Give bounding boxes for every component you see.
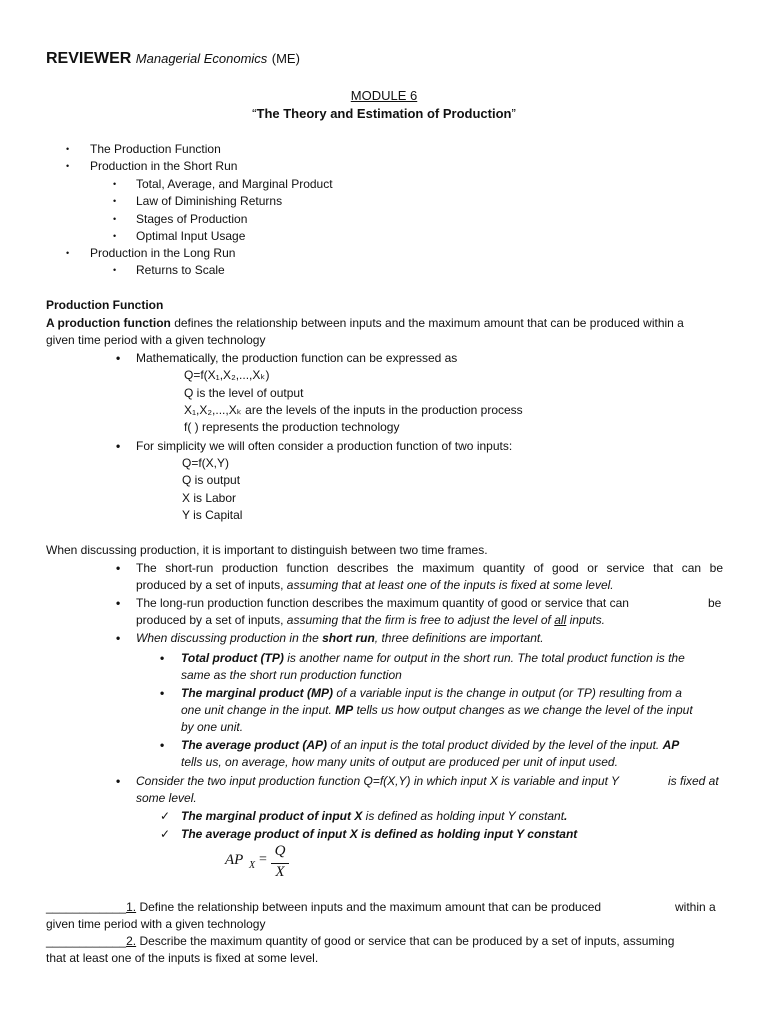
document-title: [46, 50, 300, 68]
text: is another name for output in the short run. The total product function is the: [283, 651, 685, 665]
text-underline: all: [554, 613, 567, 627]
bullet: •: [116, 561, 121, 575]
equation: Q=f(X,Y): [182, 456, 230, 470]
question-2-line1: [46, 933, 674, 950]
equation-note: X is Labor: [182, 491, 237, 505]
equation-note: Q is output: [182, 473, 241, 487]
text: produced by a set of inputs,: [136, 613, 287, 627]
question-number: 1.: [126, 900, 137, 914]
text-italic: assuming that the firm is free to adjust the level of: [286, 613, 555, 627]
equation-note: Y is Capital: [182, 508, 243, 522]
bullet: •: [116, 596, 121, 610]
formula-lhs: AP: [225, 852, 244, 868]
definitions-intro: [136, 630, 544, 647]
outline-item: Production in the Long Run: [90, 246, 236, 260]
two-input-intro: For simplicity we will often consider a production function of two inputs:: [136, 439, 513, 453]
math-intro: Mathematically, the production function can be expressed as: [136, 351, 458, 365]
text-bold: is defined as holding input Y constant: [357, 827, 578, 841]
long-run-line2: [136, 612, 605, 629]
text: tells us how output changes as we change the level of the input: [353, 703, 693, 717]
formula-numerator: Q: [274, 843, 286, 859]
text: of an input is the total product divided by the level of the input.: [327, 738, 663, 752]
short-run-line2: [136, 577, 614, 594]
equation-note: X₁,X₂,...,Xₖ are the levels of the inputs in the production process: [184, 403, 523, 417]
question-2-line2: that at least one of the inputs is fixed at some level.: [46, 951, 319, 965]
question-text: Describe the maximum quantity of good or service that can be produced by a set of inputs, assuming: [136, 934, 675, 948]
text: , three definitions are important.: [374, 631, 544, 645]
consider-line1: Consider the two input production function Q=f(X,Y) in which input X is variable and input Y: [136, 774, 620, 788]
bullet: •: [66, 144, 70, 154]
bullet: •: [116, 631, 121, 645]
check-icon: ✓: [160, 827, 171, 841]
text-bold: X: [354, 809, 363, 823]
module-name: [0, 105, 768, 122]
section-heading: Production Function: [46, 298, 164, 312]
bullet: •: [116, 439, 121, 453]
equation-note: f( ) represents the production technology: [184, 420, 400, 434]
bullet: •: [66, 248, 70, 258]
mp-line3: by one unit.: [181, 720, 244, 734]
bullet: •: [116, 774, 121, 788]
text-bold: short run: [322, 631, 375, 645]
formula-denominator: X: [275, 864, 285, 880]
long-run-line1: The long-run production function describes the maximum quantity of good or service that can: [136, 596, 629, 610]
bullet: •: [160, 738, 165, 752]
question-number: 2.: [126, 934, 137, 948]
reviewer-label: REVIEWER: [46, 50, 132, 67]
ap-formula: [225, 843, 295, 883]
question-1-line1-end: within a: [675, 900, 716, 914]
text-italic: assuming that at least one of the inputs is fixed at some level.: [286, 578, 614, 592]
text: of a variable input is the change in output (or TP) resulting from a: [333, 686, 682, 700]
subject-name: Managerial Economics: [135, 51, 268, 66]
bullet: •: [113, 179, 117, 189]
tp-line2: same as the short run production function: [181, 668, 402, 682]
bullet: •: [116, 351, 121, 365]
bullet: •: [66, 161, 70, 171]
tp-line1: [181, 650, 685, 667]
outline-subitem: Optimal Input Usage: [136, 229, 246, 243]
text: When discussing production in the: [136, 631, 323, 645]
answer-blank: ____________: [46, 900, 127, 914]
bullet: •: [113, 214, 117, 224]
text-bold: .: [564, 809, 568, 823]
outline-item: Production in the Short Run: [90, 159, 238, 173]
bullet: •: [113, 265, 117, 275]
definition-line: [46, 315, 684, 332]
outline-item: The Production Function: [90, 142, 221, 156]
bullet: •: [160, 686, 165, 700]
text-italic: inputs.: [566, 613, 605, 627]
outline-subitem: Total, Average, and Marginal Product: [136, 177, 333, 191]
answer-blank: ____________: [46, 934, 127, 948]
text: produced by a set of inputs,: [136, 578, 287, 592]
text-bold: X: [349, 827, 358, 841]
bullet: •: [160, 651, 165, 665]
ap-line2: tells us, on average, how many units of output are produced per unit of input used.: [181, 755, 618, 769]
outline-subitem: Law of Diminishing Returns: [136, 194, 283, 208]
short-run-line1: The short-run production function describes the maximum quantity of good or service that can be: [136, 561, 723, 575]
time-intro: When discussing production, it is important to distinguish between two time frames.: [46, 543, 488, 557]
question-text: Define the relationship between inputs and the maximum amount that can be produced: [136, 900, 602, 914]
definition-text: defines the relationship between inputs and the maximum amount that can be produced within a: [170, 316, 684, 330]
module-title: The Theory and Estimation of Production: [256, 106, 512, 121]
term: AP: [662, 738, 680, 752]
quote-close: ”: [511, 106, 516, 121]
outline-subitem: Returns to Scale: [136, 263, 225, 277]
text: one unit change in the input.: [181, 703, 336, 717]
consider-line1-end: is fixed at: [668, 774, 719, 788]
bullet: •: [113, 231, 117, 241]
outline-subitem: Stages of Production: [136, 212, 248, 226]
equation: Q=f(X₁,X₂,...,Xₖ): [184, 368, 270, 382]
mp-holding-line: [181, 808, 567, 825]
term: The average product (AP): [181, 738, 328, 752]
text: is defined as holding input Y constant: [362, 809, 565, 823]
mp-line2: [181, 702, 693, 719]
text-bold: The marginal product of input: [181, 809, 355, 823]
ap-line1: [181, 737, 679, 754]
term: MP: [335, 703, 354, 717]
text-bold: The average product of input: [181, 827, 350, 841]
formula-subscript: X: [249, 860, 256, 871]
check-icon: ✓: [160, 809, 171, 823]
term: A production function: [46, 316, 171, 330]
question-1-line2: given time period with a given technology: [46, 917, 266, 931]
formula-equals: =: [259, 852, 267, 867]
definition-line-2: given time period with a given technology: [46, 333, 266, 347]
mp-line1: [181, 685, 682, 702]
question-1-line1: [46, 899, 601, 916]
subject-abbr: (ME): [271, 51, 300, 66]
bullet: •: [113, 196, 117, 206]
consider-line2: some level.: [136, 791, 197, 805]
equation-note: Q is the level of output: [184, 386, 304, 400]
module-label: MODULE 6: [350, 88, 418, 103]
ap-holding-line: [181, 826, 577, 843]
term: Total product (TP): [181, 651, 284, 665]
term: The marginal product (MP): [181, 686, 334, 700]
long-run-line1-end: be: [708, 596, 722, 610]
quote-open: “: [252, 106, 257, 121]
